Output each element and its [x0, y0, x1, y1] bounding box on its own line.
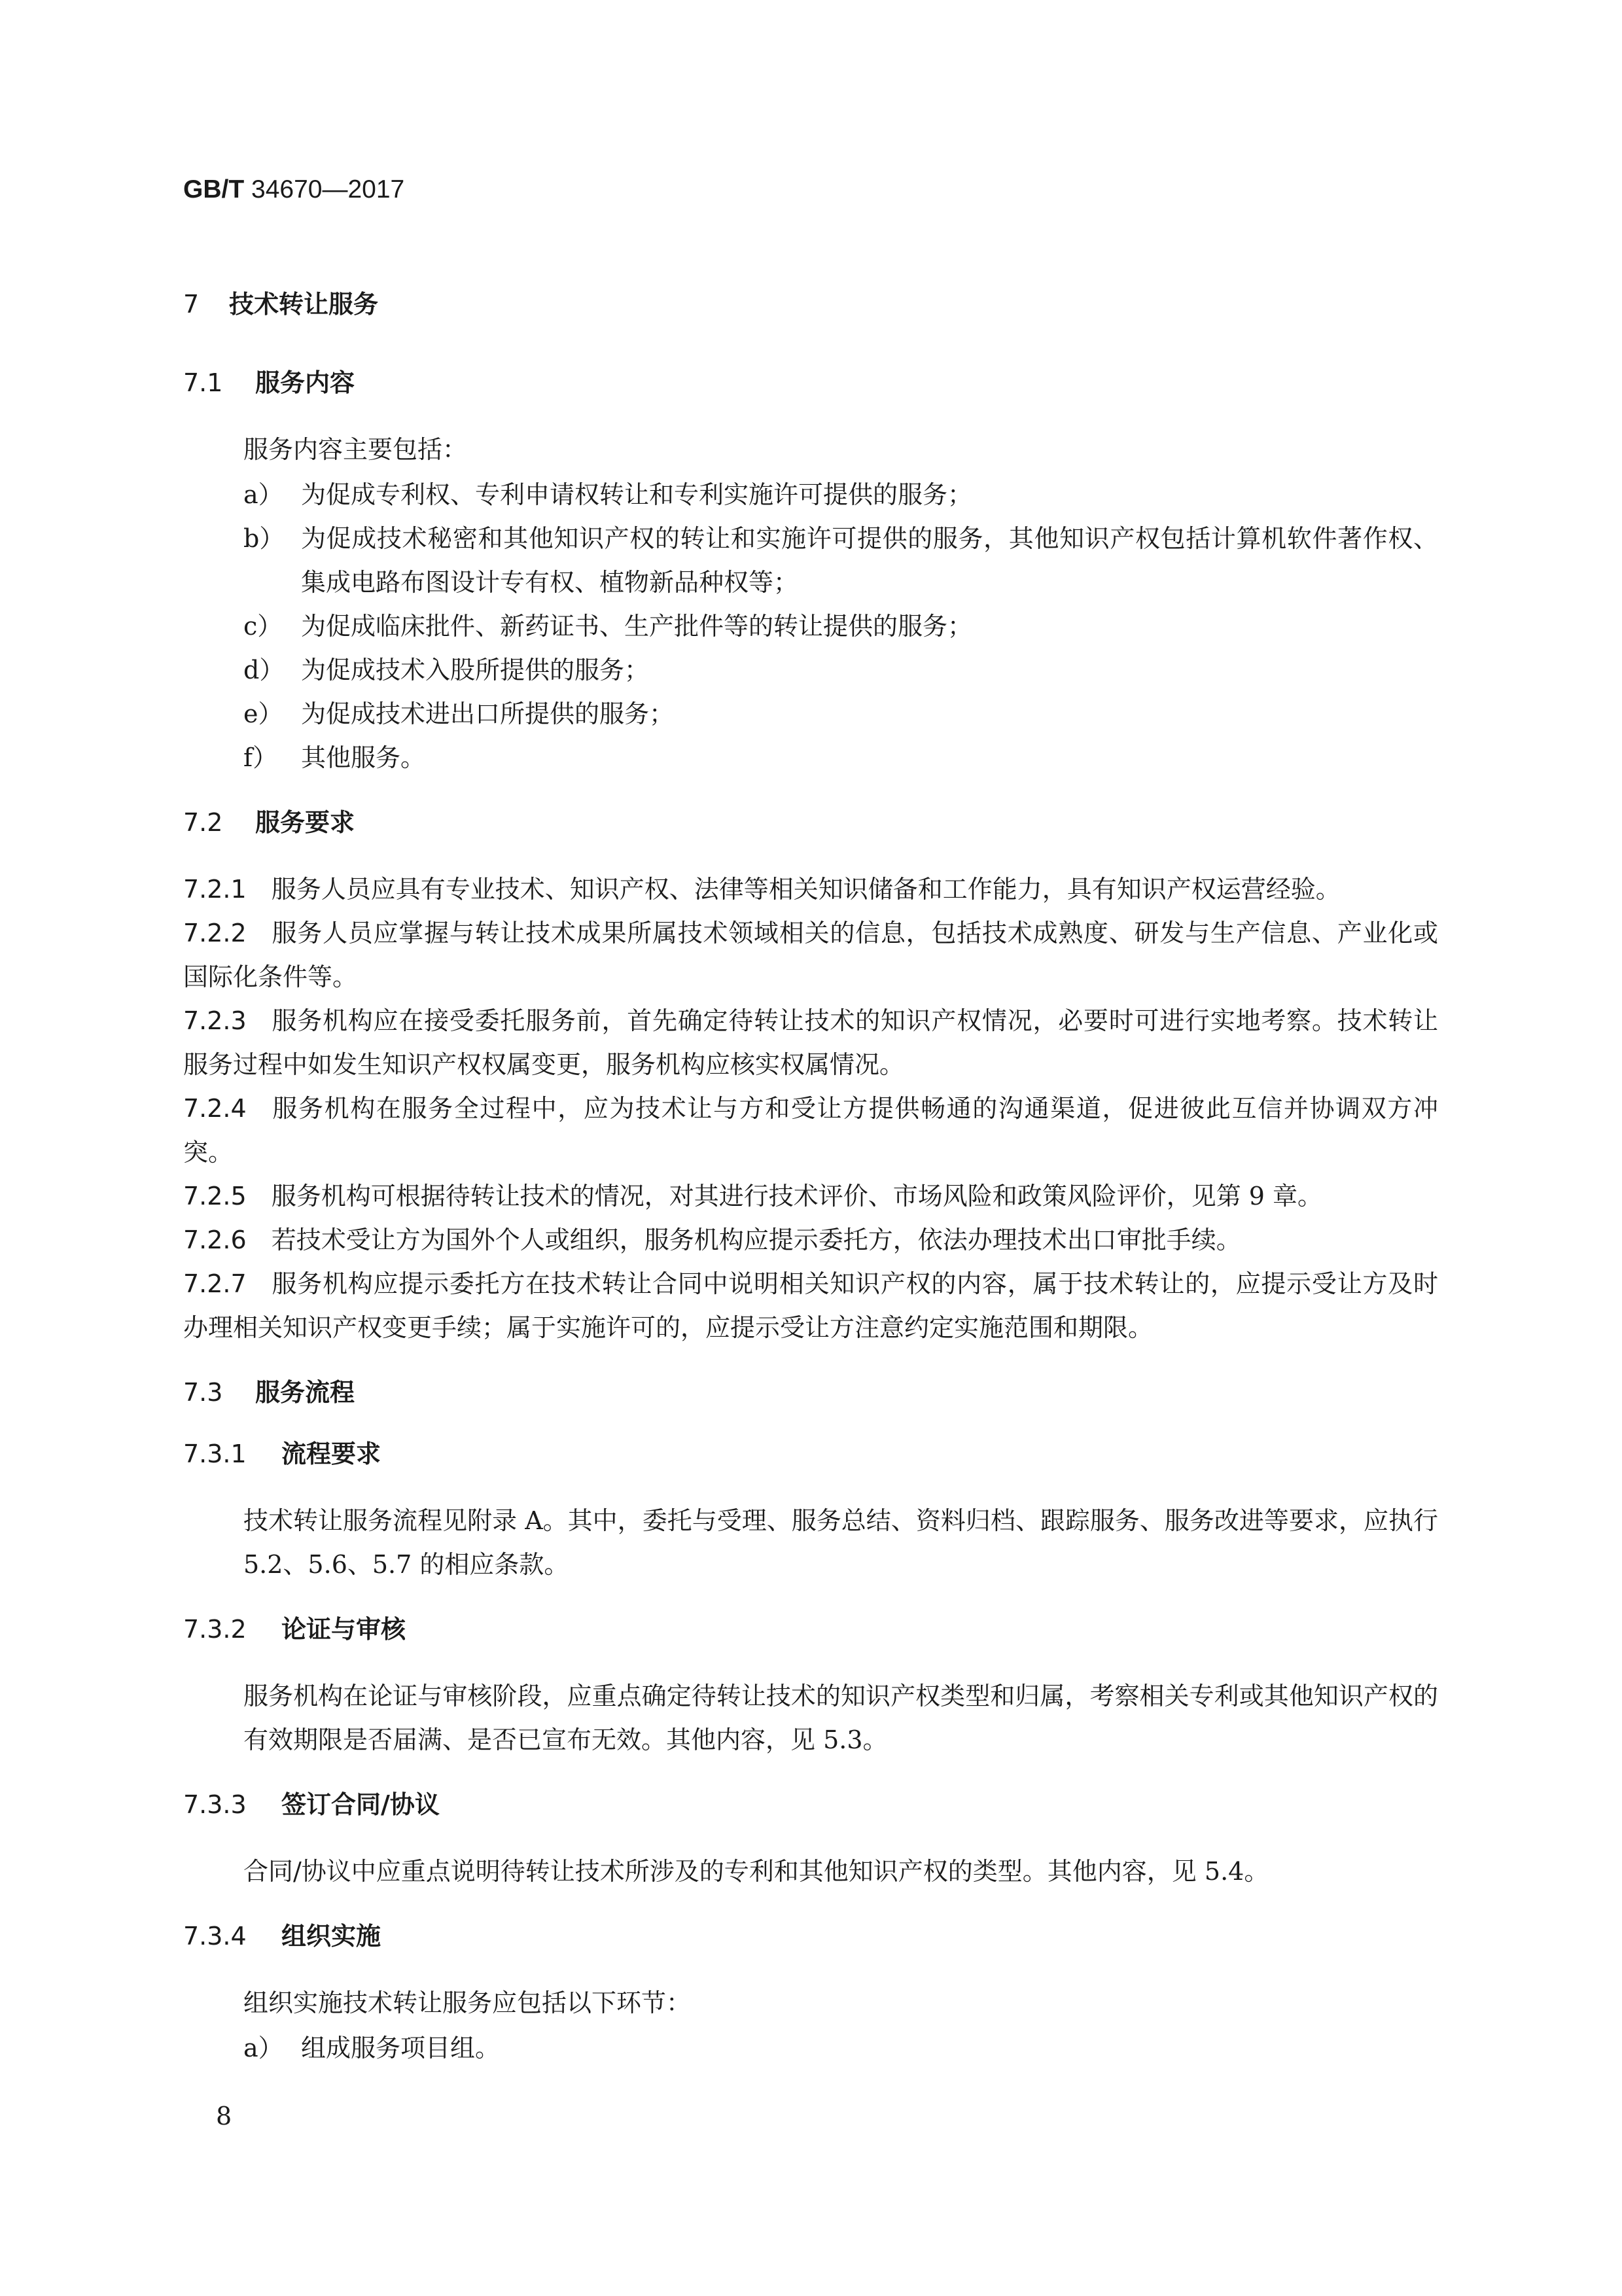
section-7-3-heading: 7.3 服务流程 [183, 1378, 355, 1407]
section-7-3-1-text: 技术转让服务流程见附录 A。其中，委托与受理、服务总结、资料归档、跟踪服务、服务改进等要求，应执行 5.2、5.6、5.7 的相应条款。 [243, 1506, 1438, 1579]
header-code: 34670—2017 [244, 175, 405, 203]
clause-7-2-2: 7.2.2 服务人员应掌握与转让技术成果所属技术领域相关的信息，包括技术成熟度、研发与生产信息、产业化或国际化条件等。 [183, 919, 1438, 991]
clause-7-2-1: 7.2.1 服务人员应具有专业技术、知识产权、法律等相关知识储备和工作能力，具有知识产权运营经验。 [183, 875, 1341, 904]
clause-7-2-4: 7.2.4 服务机构在服务全过程中，应为技术让与方和受让方提供畅通的沟通渠道，促进彼此互信并协调双方冲突。 [183, 1094, 1438, 1167]
section-7-3-3-heading: 7.3.3 签订合同/协议 [183, 1790, 440, 1819]
list-item: a） 组成服务项目组。 [243, 2034, 501, 2062]
header-prefix: GB/T [183, 175, 245, 203]
clause-7-2-7: 7.2.7 服务机构应提示委托方在技术转让合同中说明相关知识产权的内容，属于技术转让的，应提示受让方及时办理相关知识产权变更手续；属于实施许可的，应提示受让方注意约定实施范围和期限。 [183, 1269, 1438, 1342]
list-item: e） 为促成技术进出口所提供的服务； [243, 699, 675, 728]
section-7-3-4-lead: 组织实施技术转让服务应包括以下环节： [243, 1988, 692, 2017]
page-number: 8 [216, 2102, 232, 2130]
section-7-1-lead: 服务内容主要包括： [243, 435, 468, 464]
clause-7-2-6: 7.2.6 若技术受让方为国外个人或组织，服务机构应提示委托方，依法办理技术出口审批手续。 [183, 1226, 1241, 1254]
list-item: f） 其他服务。 [243, 743, 426, 772]
section-7-heading: 7 技术转让服务 [183, 290, 379, 319]
list-item: c） 为促成临床批件、新药证书、生产批件等的转让提供的服务； [243, 612, 973, 641]
section-7-3-1-heading: 7.3.1 流程要求 [183, 1439, 381, 1468]
page-content [183, 288, 1438, 2070]
section-7-3-2-text: 服务机构在论证与审核阶段，应重点确定待转让技术的知识产权类型和归属，考察相关专利或其他知识产权的有效期限是否届满、是否已宣布无效。其他内容，见 5.3。 [243, 1682, 1438, 1754]
section-7-1-heading: 7.1 服务内容 [183, 368, 355, 397]
section-7-3-3-text: 合同/协议中应重点说明待转让技术所涉及的专利和其他知识产权的类型。其他内容，见 5.4。 [243, 1857, 1269, 1886]
section-7-3-4-heading: 7.3.4 组织实施 [183, 1922, 381, 1951]
list-item: b） 为促成技术秘密和其他知识产权的转让和实施许可提供的服务，其他知识产权包括计算机软件著作权、集成电路布图设计专有权、植物新品种权等； [243, 524, 1438, 597]
list-item: d） 为促成技术入股所提供的服务； [243, 656, 650, 684]
section-7-2-heading: 7.2 服务要求 [183, 808, 355, 837]
clause-7-2-3: 7.2.3 服务机构应在接受委托服务前，首先确定待转让技术的知识产权情况，必要时可进行实地考察。技术转让服务过程中如发生知识产权权属变更，服务机构应核实权属情况。 [183, 1006, 1438, 1079]
standard-code-header [183, 175, 404, 204]
clause-7-2-5: 7.2.5 服务机构可根据待转让技术的情况，对其进行技术评价、市场风险和政策风险评价，见第 9 章。 [183, 1182, 1323, 1210]
section-7-3-2-heading: 7.3.2 论证与审核 [183, 1615, 406, 1644]
list-item: a） 为促成专利权、专利申请权转让和专利实施许可提供的服务； [243, 480, 973, 509]
